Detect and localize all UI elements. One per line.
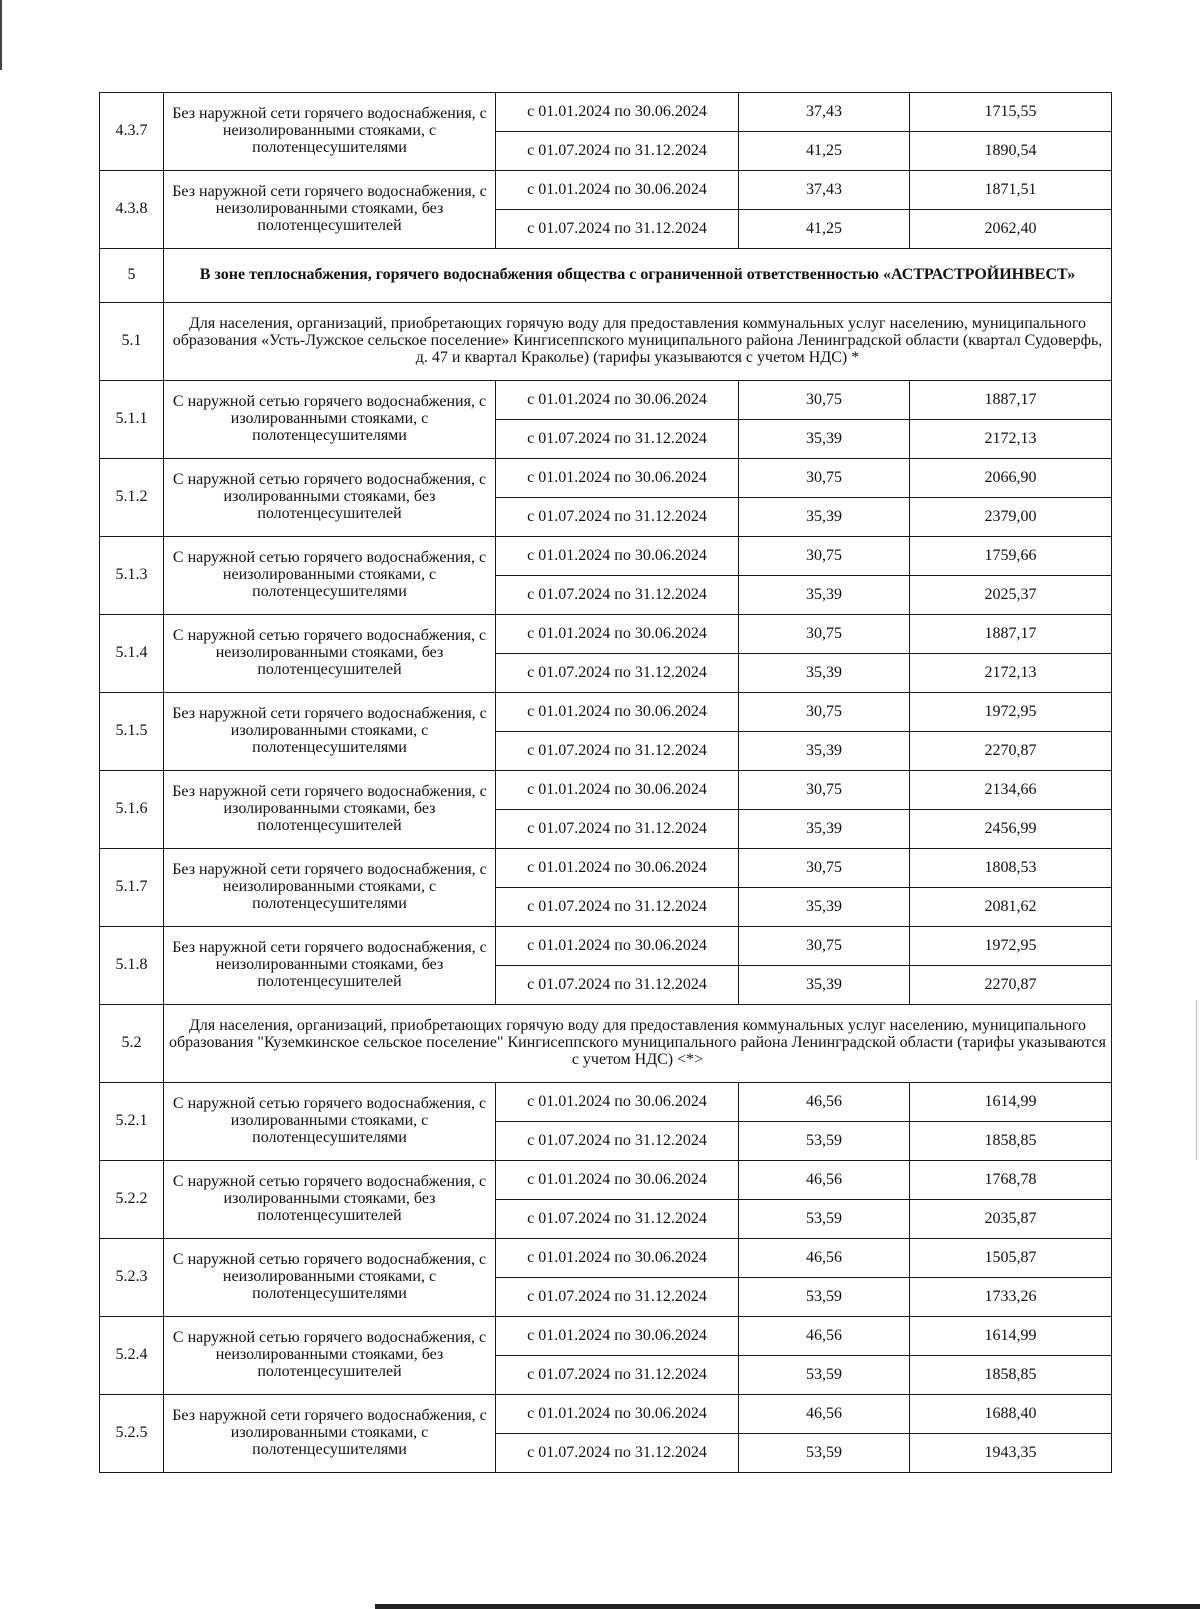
period-cell: с 01.01.2024 по 30.06.2024 [496,459,739,498]
value-cell: 46,56 [739,1395,910,1434]
table-row [100,771,1112,810]
table-row [100,171,1112,210]
tariff-cell: 2134,66 [910,771,1112,810]
row-description: С наружной сетью горячего водоснабжения, с неизолированными стояками, без полотенцесушителей [164,1317,496,1395]
period-cell: с 01.01.2024 по 30.06.2024 [496,93,739,132]
row-code: 5.1.4 [100,615,164,693]
period-cell: с 01.07.2024 по 31.12.2024 [496,420,739,459]
section-heading-row [100,249,1112,303]
row-code: 5.2.5 [100,1395,164,1473]
row-description: С наружной сетью горячего водоснабжения, с изолированными стояками, без полотенцесушителей [164,1161,496,1239]
value-cell: 46,56 [739,1239,910,1278]
value-cell: 37,43 [739,171,910,210]
tariff-cell: 1887,17 [910,615,1112,654]
table-row [100,615,1112,654]
tariff-cell: 1733,26 [910,1278,1112,1317]
row-description: Без наружной сети горячего водоснабжения, с неизолированными стояками, с полотенцесушителями [164,93,496,171]
period-cell: с 01.07.2024 по 31.12.2024 [496,210,739,249]
tariff-cell: 1858,85 [910,1122,1112,1161]
tariff-cell: 2062,40 [910,210,1112,249]
row-description: С наружной сетью горячего водоснабжения, с неизолированными стояками, с полотенцесушителями [164,1239,496,1317]
row-description: С наружной сетью горячего водоснабжения, с изолированными стояками, с полотенцесушителями [164,1083,496,1161]
tariff-table-body [100,93,1112,1473]
tariff-cell: 1808,53 [910,849,1112,888]
tariff-cell: 1858,85 [910,1356,1112,1395]
tariff-cell: 1505,87 [910,1239,1112,1278]
tariff-cell: 1759,66 [910,537,1112,576]
tariff-cell: 2379,00 [910,498,1112,537]
period-cell: с 01.01.2024 по 30.06.2024 [496,849,739,888]
value-cell: 53,59 [739,1278,910,1317]
subsection-row [100,303,1112,381]
scan-bottom-edge [375,1604,1200,1609]
value-cell: 35,39 [739,654,910,693]
table-row [100,1161,1112,1200]
row-code: 5.1.1 [100,381,164,459]
table-row [100,93,1112,132]
subsection-text: Для населения, организаций, приобретающих горячую воду для предоставления коммунальных услуг населению, муниципального образования "Куземкинское сельское поселение" Кингисеппского муниципального района Ленинградской области (тарифы указываются с учетом НДС) <*> [164,1005,1112,1083]
tariff-cell: 1972,95 [910,927,1112,966]
row-code: 5.1 [100,303,164,381]
row-code: 5.2.2 [100,1161,164,1239]
value-cell: 30,75 [739,459,910,498]
value-cell: 35,39 [739,420,910,459]
period-cell: с 01.01.2024 по 30.06.2024 [496,381,739,420]
period-cell: с 01.01.2024 по 30.06.2024 [496,1395,739,1434]
value-cell: 30,75 [739,381,910,420]
section-heading-text: В зоне теплоснабжения, горячего водоснабжения общества с ограниченной ответственностью «АСТРАСТРОЙИНВЕСТ» [164,249,1112,303]
value-cell: 53,59 [739,1122,910,1161]
row-code: 5.1.7 [100,849,164,927]
period-cell: с 01.07.2024 по 31.12.2024 [496,732,739,771]
tariff-cell: 1614,99 [910,1317,1112,1356]
period-cell: с 01.07.2024 по 31.12.2024 [496,654,739,693]
row-description: Без наружной сети горячего водоснабжения, с неизолированными стояками, без полотенцесушителей [164,171,496,249]
row-code: 5.1.3 [100,537,164,615]
table-row [100,1317,1112,1356]
value-cell: 30,75 [739,849,910,888]
tariff-cell: 1768,78 [910,1161,1112,1200]
subsection-text: Для населения, организаций, приобретающих горячую воду для предоставления коммунальных услуг населению, муниципального образования «Усть-Лужское сельское поселение» Кингисеппского муниципального района Ленинградской области (квартал Судоверфь, д. 47 и квартал Краколье) (тарифы указываются с учетом НДС) * [164,303,1112,381]
row-description: С наружной сетью горячего водоснабжения, с изолированными стояками, с полотенцесушителями [164,381,496,459]
period-cell: с 01.01.2024 по 30.06.2024 [496,615,739,654]
row-description: С наружной сетью горячего водоснабжения, с изолированными стояками, без полотенцесушителей [164,459,496,537]
table-row [100,1395,1112,1434]
row-code: 5.1.8 [100,927,164,1005]
value-cell: 35,39 [739,498,910,537]
tariff-cell: 1688,40 [910,1395,1112,1434]
row-code: 5.1.6 [100,771,164,849]
tariff-table [99,92,1112,1473]
period-cell: с 01.07.2024 по 31.12.2024 [496,966,739,1005]
tariff-cell: 1943,35 [910,1434,1112,1473]
row-description: Без наружной сети горячего водоснабжения, с неизолированными стояками, с полотенцесушителями [164,849,496,927]
table-row [100,927,1112,966]
tariff-cell: 1887,17 [910,381,1112,420]
tariff-cell: 2081,62 [910,888,1112,927]
tariff-cell: 2172,13 [910,420,1112,459]
value-cell: 30,75 [739,927,910,966]
value-cell: 46,56 [739,1317,910,1356]
period-cell: с 01.07.2024 по 31.12.2024 [496,1122,739,1161]
value-cell: 46,56 [739,1161,910,1200]
tariff-cell: 2025,37 [910,576,1112,615]
period-cell: с 01.01.2024 по 30.06.2024 [496,693,739,732]
tariff-cell: 1715,55 [910,93,1112,132]
tariff-cell: 2270,87 [910,732,1112,771]
tariff-cell: 1890,54 [910,132,1112,171]
value-cell: 41,25 [739,132,910,171]
period-cell: с 01.01.2024 по 30.06.2024 [496,1161,739,1200]
value-cell: 35,39 [739,732,910,771]
value-cell: 30,75 [739,537,910,576]
period-cell: с 01.07.2024 по 31.12.2024 [496,810,739,849]
tariff-cell: 2035,87 [910,1200,1112,1239]
value-cell: 53,59 [739,1356,910,1395]
table-row [100,381,1112,420]
tariff-cell: 1614,99 [910,1083,1112,1122]
row-code: 5.1.2 [100,459,164,537]
value-cell: 53,59 [739,1200,910,1239]
period-cell: с 01.01.2024 по 30.06.2024 [496,927,739,966]
value-cell: 30,75 [739,615,910,654]
tariff-cell: 2172,13 [910,654,1112,693]
value-cell: 35,39 [739,966,910,1005]
tariff-cell: 2456,99 [910,810,1112,849]
row-code: 5.2 [100,1005,164,1083]
period-cell: с 01.01.2024 по 30.06.2024 [496,1083,739,1122]
value-cell: 35,39 [739,888,910,927]
tariff-cell: 1871,51 [910,171,1112,210]
period-cell: с 01.01.2024 по 30.06.2024 [496,171,739,210]
row-code: 5.2.1 [100,1083,164,1161]
row-description: Без наружной сети горячего водоснабжения, с изолированными стояками, с полотенцесушителями [164,1395,496,1473]
period-cell: с 01.07.2024 по 31.12.2024 [496,1278,739,1317]
row-code: 5 [100,249,164,303]
period-cell: с 01.07.2024 по 31.12.2024 [496,498,739,537]
row-description: С наружной сетью горячего водоснабжения, с неизолированными стояками, с полотенцесушителями [164,537,496,615]
period-cell: с 01.01.2024 по 30.06.2024 [496,1317,739,1356]
period-cell: с 01.07.2024 по 31.12.2024 [496,888,739,927]
table-row [100,459,1112,498]
row-description: Без наружной сети горячего водоснабжения, с неизолированными стояками, без полотенцесушителей [164,927,496,1005]
row-code: 4.3.7 [100,93,164,171]
scan-edge-mark-left [0,0,2,70]
row-description: С наружной сетью горячего водоснабжения, с неизолированными стояками, без полотенцесушителей [164,615,496,693]
table-row [100,1239,1112,1278]
tariff-cell: 1972,95 [910,693,1112,732]
value-cell: 30,75 [739,693,910,732]
row-code: 5.2.4 [100,1317,164,1395]
value-cell: 46,56 [739,1083,910,1122]
table-row [100,849,1112,888]
tariff-cell: 2270,87 [910,966,1112,1005]
period-cell: с 01.01.2024 по 30.06.2024 [496,771,739,810]
period-cell: с 01.07.2024 по 31.12.2024 [496,132,739,171]
period-cell: с 01.01.2024 по 30.06.2024 [496,1239,739,1278]
row-code: 4.3.8 [100,171,164,249]
row-code: 5.2.3 [100,1239,164,1317]
value-cell: 30,75 [739,771,910,810]
tariff-cell: 2066,90 [910,459,1112,498]
row-description: Без наружной сети горячего водоснабжения, с изолированными стояками, без полотенцесушителей [164,771,496,849]
value-cell: 35,39 [739,810,910,849]
table-row [100,1083,1112,1122]
value-cell: 37,43 [739,93,910,132]
period-cell: с 01.07.2024 по 31.12.2024 [496,576,739,615]
period-cell: с 01.07.2024 по 31.12.2024 [496,1356,739,1395]
row-description: Без наружной сети горячего водоснабжения, с изолированными стояками, с полотенцесушителями [164,693,496,771]
period-cell: с 01.07.2024 по 31.12.2024 [496,1434,739,1473]
row-code: 5.1.5 [100,693,164,771]
period-cell: с 01.01.2024 по 30.06.2024 [496,537,739,576]
scan-edge-mark-right [1196,1000,1197,1160]
table-row [100,537,1112,576]
value-cell: 53,59 [739,1434,910,1473]
value-cell: 41,25 [739,210,910,249]
table-row [100,693,1112,732]
period-cell: с 01.07.2024 по 31.12.2024 [496,1200,739,1239]
value-cell: 35,39 [739,576,910,615]
subsection-row [100,1005,1112,1083]
